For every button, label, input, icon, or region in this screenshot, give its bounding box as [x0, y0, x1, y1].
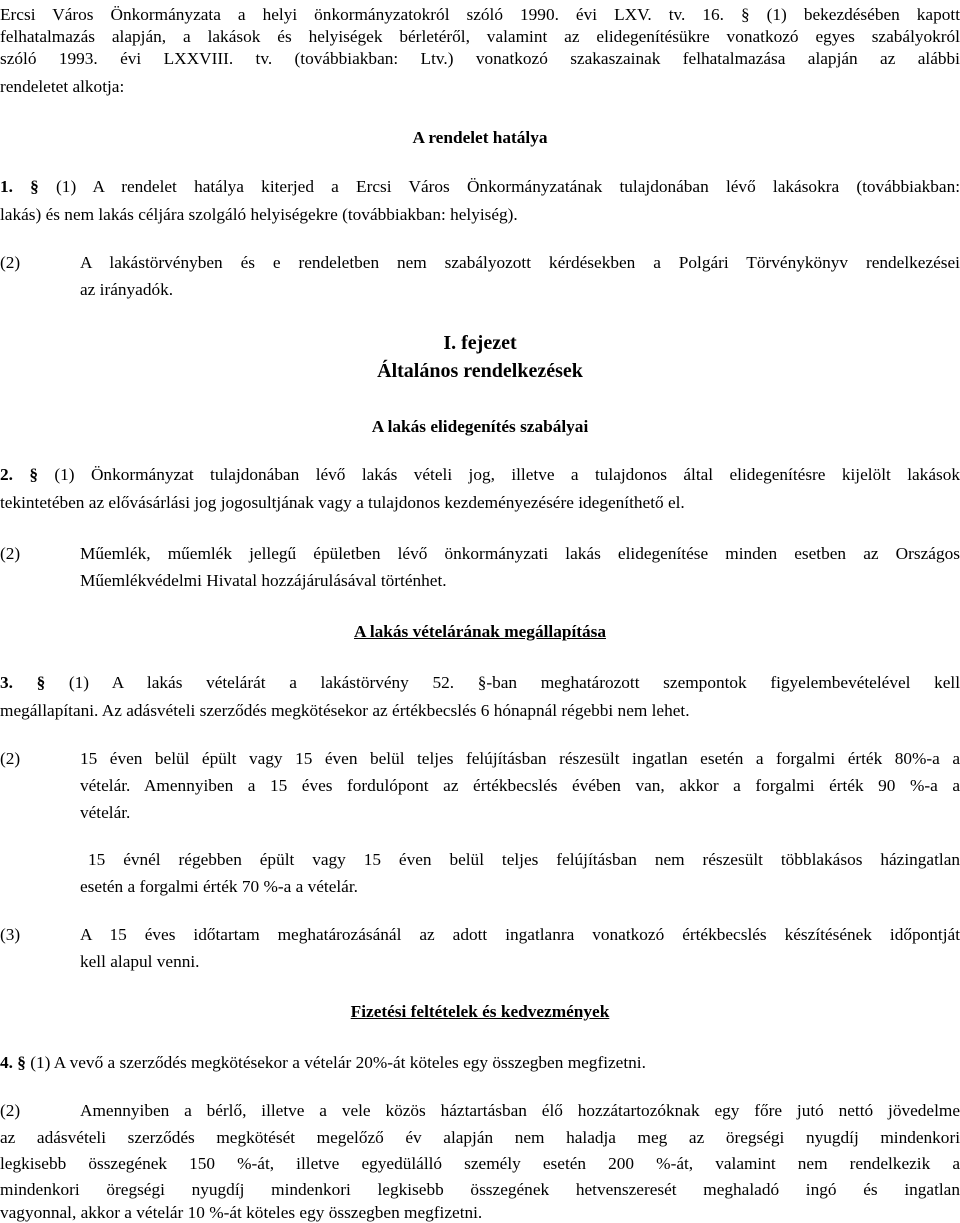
section-3-para-2b-line-2: esetén a forgalmi érték 70 %-a a vételár.	[80, 877, 358, 896]
intro-line-3: szóló 1993. évi LXXVIII. tv. (továbbiakban: Ltv.) vonatkozó szakaszainak felhatalmazása alapján az alábbi	[0, 49, 960, 68]
section-1-para-1-line-1	[0, 177, 960, 197]
section-4-para-2-label: (2)	[0, 1101, 21, 1120]
section-1-number: 1. §	[0, 177, 39, 196]
section-2-para-1-line-1	[0, 465, 960, 485]
heading-fizetesi: Fizetési feltételek és kedvezmények	[350, 1002, 610, 1021]
section-4-para-1-text: (1) A vevő a szerződés megkötésekor a vételár 20%-át köteles egy összegben megfizetni.	[30, 1053, 646, 1072]
section-2-para-1-text: (1) Önkormányzat tulajdonában lévő lakás vételi jog, illetve a tulajdonos által elidegenítésre kijelölt lakások	[54, 465, 960, 484]
heading-elidegenites: A lakás elidegenítés szabályai	[371, 417, 589, 436]
section-2-number: 2. §	[0, 465, 38, 484]
heading-vetelar: A lakás vételárának megállapítása	[353, 622, 607, 641]
section-3-para-2-label: (2)	[0, 749, 21, 768]
section-1-para-2-line-2: az irányadók.	[80, 280, 174, 299]
chapter-number: I. fejezet	[443, 332, 517, 354]
intro-line-2: felhatalmazás alapján, a lakások és helyiségek bérletéről, valamint az elidegenítésükre vonatkozó egyes szabályokról	[0, 27, 960, 46]
section-3-para-2-line-2: vételár. Amennyiben a 15 éves fordulópont az értékbecslés évében van, akkor a forgalmi érték 90 %-a a	[80, 776, 960, 795]
section-2-para-1-line-2: tekintetében az elővásárlási jog jogosultjának vagy a tulajdonos kezdeményezésére idegeníthető el.	[0, 493, 685, 512]
intro-line-1: Ercsi Város Önkormányzata a helyi önkormányzatokról szóló 1990. évi LXV. tv. 16. § (1) bekezdésében kapott	[0, 5, 960, 24]
section-1-para-2-line-1: A lakástörvényben és e rendeletben nem szabályozott kérdésekben a Polgári Törvénykönyv rendelkezései	[80, 253, 960, 272]
section-3-para-2b-line-1: 15 évnél régebben épült vagy 15 éven belül teljes felújításban nem részesült többlakásos házingatlan	[88, 850, 960, 869]
section-4-number: 4. §	[0, 1053, 26, 1072]
section-4-para-2-line-1: Amennyiben a bérlő, illetve a vele közös háztartásban élő hozzátartozóknak egy főre jutó nettó jövedelme	[80, 1101, 960, 1120]
section-1-para-2-label: (2)	[0, 253, 21, 272]
section-1-para-1-line-2: lakás) és nem lakás céljára szolgáló helyiségekre (továbbiakban: helyiség).	[0, 205, 518, 224]
section-4-para-2-line-4: mindenkori öregségi nyugdíj mindenkori legkisebb összegének hetvenszeresét meghaladó ingó és ingatlan	[0, 1180, 960, 1199]
section-3-para-2-line-1: 15 éven belül épült vagy 15 éven belül teljes felújításban részesült ingatlan esetén a forgalmi érték 80%-a a	[80, 749, 960, 768]
section-4-para-2-line-3: legkisebb összegének 150 %-át, illetve egyedülálló személy esetén 200 %-át, valamint nem rendelkezik a	[0, 1154, 960, 1173]
intro-line-4: rendeletet alkotja:	[0, 77, 125, 96]
heading-rendelet-hatalya: A rendelet hatálya	[412, 128, 548, 147]
section-3-para-2-line-3: vételár.	[80, 803, 131, 822]
section-2-para-2-label: (2)	[0, 544, 21, 563]
section-4-para-2-line-5: vagyonnal, akkor a vételár 10 %-át köteles egy összegben megfizetni.	[0, 1203, 483, 1222]
section-3-para-3-label: (3)	[0, 925, 21, 944]
section-3-number: 3. §	[0, 673, 46, 692]
section-3-para-1-line-2: megállapítani. Az adásvételi szerződés megkötésekor az értékbecslés 6 hónapnál régebbi nem lehet.	[0, 701, 690, 720]
section-3-para-1-text: (1) A lakás vételárát a lakástörvény 52. §-ban meghatározott szempontok figyelembevételével kell	[68, 673, 960, 692]
section-4-para-2-line-2: az adásvételi szerződés megkötését megelőző év alapján nem haladja meg az öregségi nyugdíj mindenkori	[0, 1128, 960, 1147]
section-4-para-1	[0, 1053, 960, 1073]
section-3-para-3-line-1: A 15 éves időtartam meghatározásánál az adott ingatlanra vonatkozó értékbecslés készítésének időpontját	[80, 925, 960, 944]
section-2-para-2-line-1: Műemlék, műemlék jellegű épületben lévő önkormányzati lakás elidegenítése minden esetben az Országos	[80, 544, 960, 563]
section-3-para-3-line-2: kell alapul venni.	[80, 952, 200, 971]
section-2-para-2-line-2: Műemlékvédelmi Hivatal hozzájárulásával történhet.	[80, 571, 447, 590]
section-3-para-1-line-1	[0, 673, 960, 693]
section-1-para-1-text: (1) A rendelet hatálya kiterjed a Ercsi Város Önkormányzatának tulajdonában lévő lakásokra (továbbiakban:	[56, 177, 960, 196]
chapter-title: Általános rendelkezések	[377, 360, 583, 382]
